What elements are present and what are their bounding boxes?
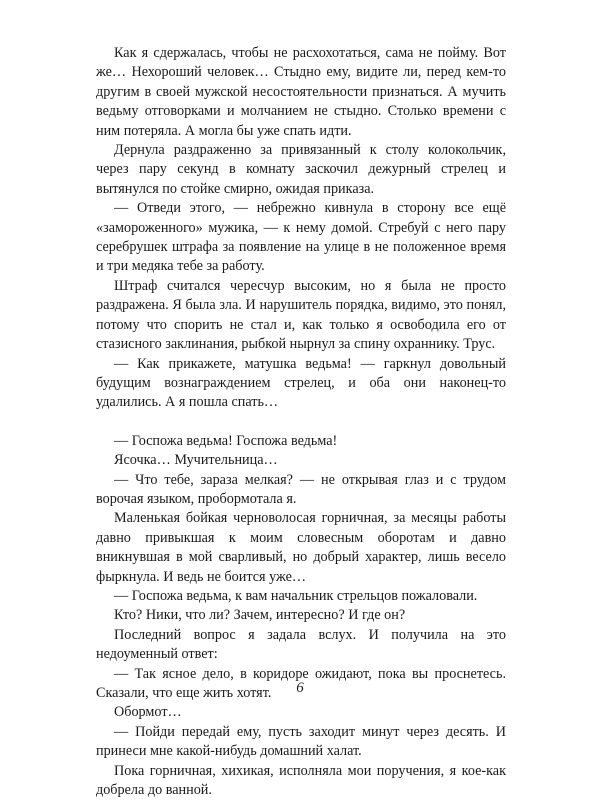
paragraph: Как я сдержалась, чтобы не расхохотаться, сама не пойму. Вот же… Нехороший человек… Стыдно ему, видите ли, перед кем-то другим в своей мужской несостоятельности признаться. А мучить ведьму отговорками и молчанием не стыдно. Столько времени с ним потеряла. А могла бы уже спать идти. — [96, 45, 506, 139]
paragraph: — Отведи этого, — небрежно кивнула в сторону все ещё «замороженного» мужика, — к нему домой. Стребуй с него пару серебрушек штрафа за появление на улице в не положенное время и три медяка тебе за работу. — [96, 200, 506, 275]
paragraph: Кто? Ники, что ли? Зачем, интересно? И где он? — [114, 607, 406, 624]
paragraph: Дернула раздраженно за привязанный к столу колокольчик, через пару секунд в комнату заскочил дежурный стрелец и вытянулся по стойке смирно, ожидая приказа. — [96, 142, 506, 197]
section-break — [96, 413, 506, 432]
paragraph: — Так ясное дело, в коридоре ожидают, пока вы проснетесь. Сказали, что еще жить хотят. — [96, 665, 506, 701]
paragraph: — Госпожа ведьма, к вам начальник стрельцов пожаловали. — [114, 587, 478, 604]
paragraph: Маленькая бойкая черноволосая горничная, за месяцы работы давно привыкшая к моим словесным оборотам и давно вникнувшая в мой сварливый, но добрый характер, лишь весело фыркнула. И ведь не боится уже… — [96, 510, 506, 585]
paragraph: — Госпожа ведьма! Госпожа ведьма! — [114, 432, 338, 449]
paragraph: Пока горничная, хихикая, исполняла мои поручения, я кое-как добрела до ванной. — [96, 762, 506, 799]
paragraph: Последний вопрос я задала вслух. И получила на это недоуменный ответ: — [96, 626, 506, 663]
paragraph: — Как прикажете, матушка ведьма! — гаркнул довольный будущим вознаграждением стрелец, и оба они наконец-то удалились. А я пошла спать… — [96, 355, 506, 411]
paragraph: — Что тебе, зараза мелкая? — не открывая глаз и с трудом ворочая языком, пробормотала я. — [96, 471, 506, 507]
paragraph: Штраф считался чересчур высоким, но я была не просто раздражена. Я была зла. И нарушитель порядка, видимо, это понял, потому что спорить не стал и, как только я освободила его от стазисного заклинания, рыбкой нырнул за спину охраннику. Трус. — [96, 277, 506, 353]
paragraph: — Пойди передай ему, пусть заходит минут через десять. И принеси мне какой-нибудь домашний халат. — [96, 723, 506, 760]
page-number: 6 — [296, 680, 304, 696]
paragraph: Обормот… — [114, 704, 182, 721]
paragraph: Ясочка… Мучительница… — [114, 452, 278, 469]
